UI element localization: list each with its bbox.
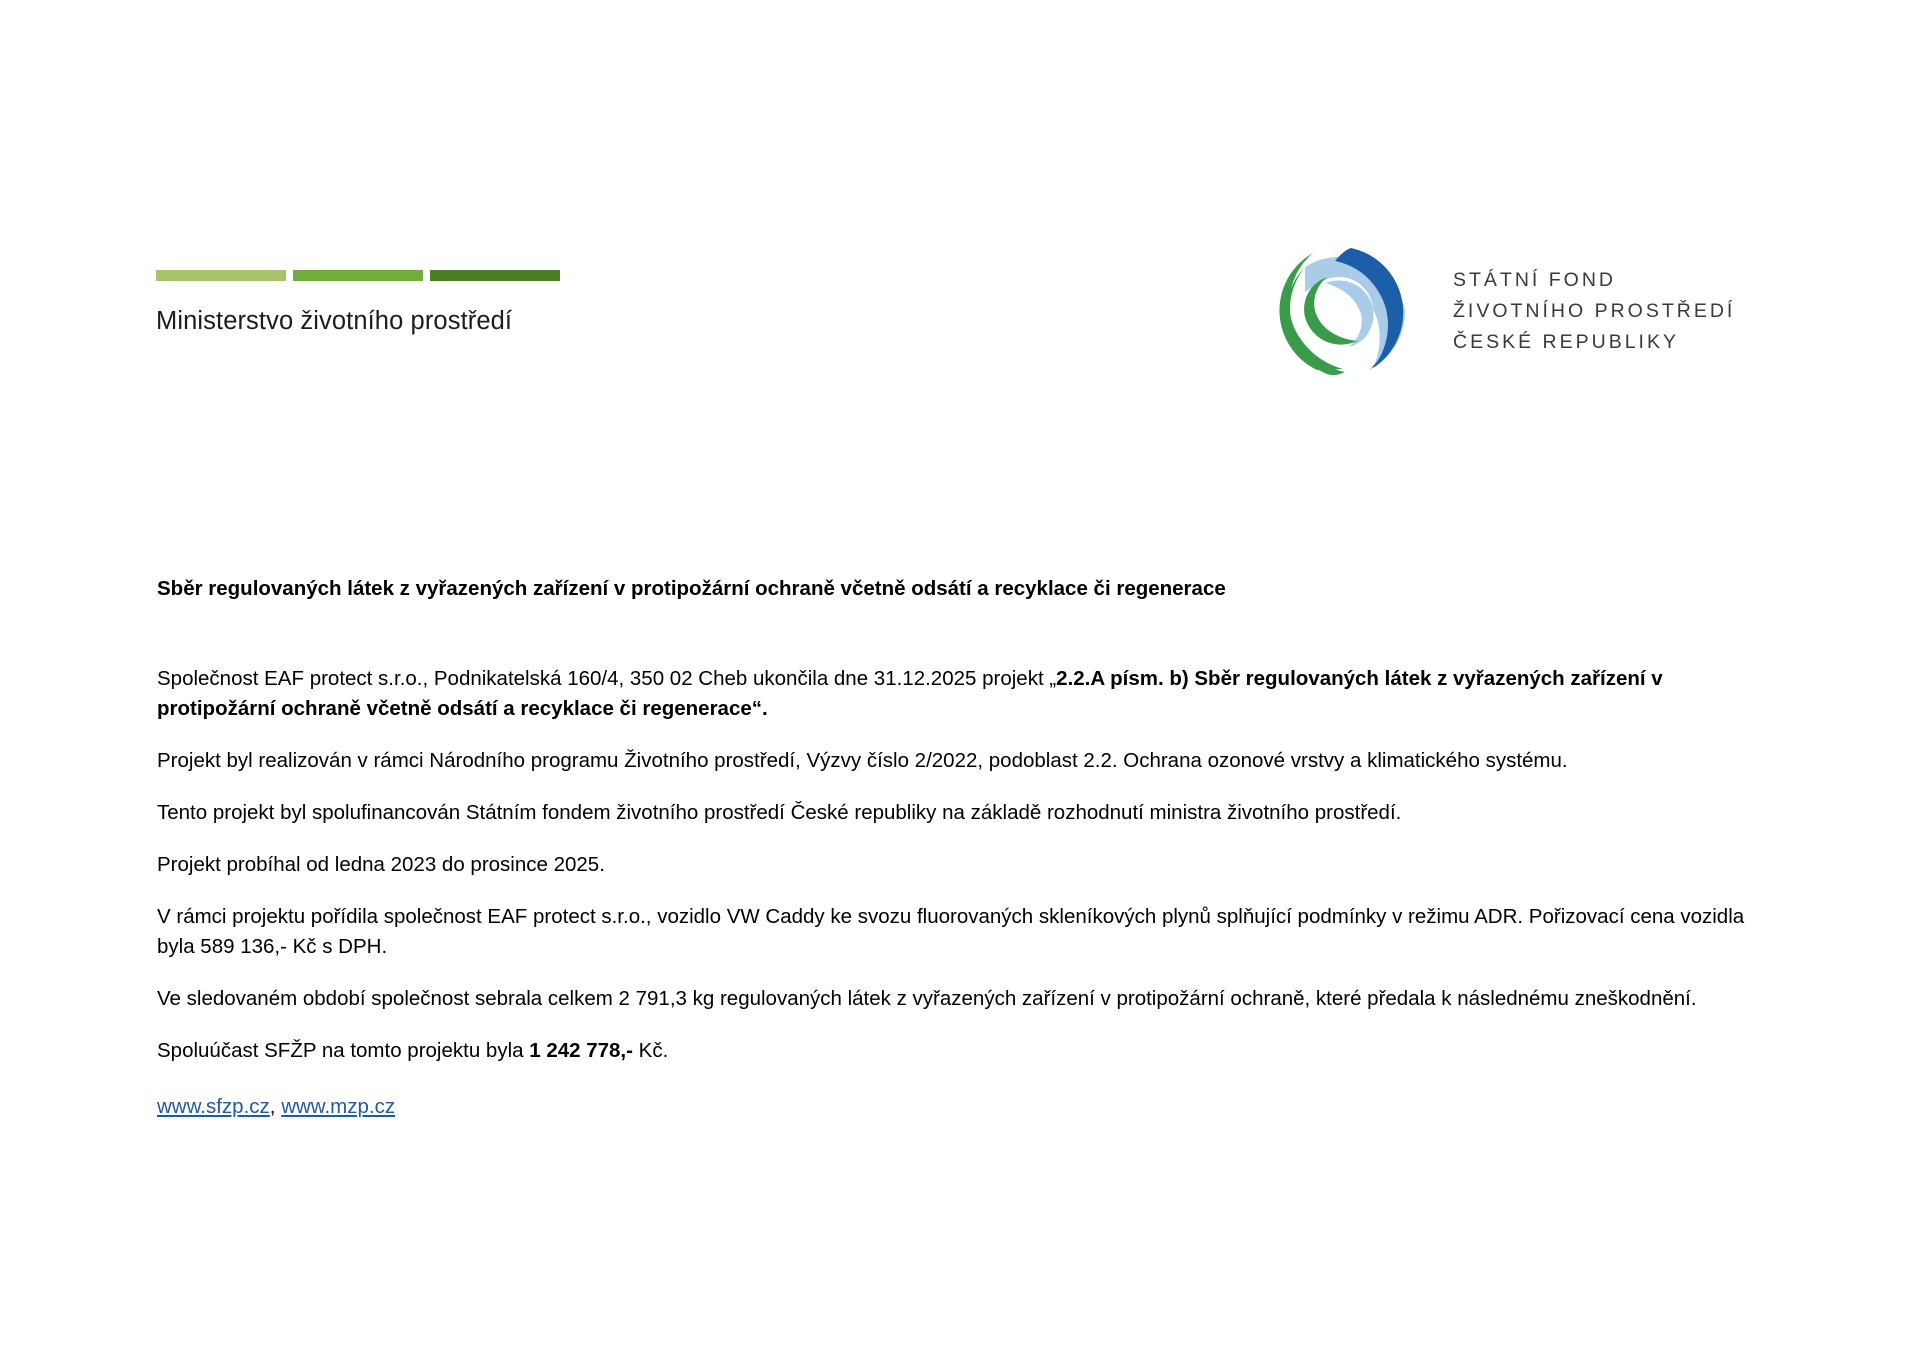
paragraph-duration: Projekt probíhal od ledna 2023 do prosince 2025. xyxy=(157,853,605,876)
paragraph-collected-amount: Ve sledovaném období společnost sebrala celkem 2 791,3 kg regulovaných látek z vyřazených zařízení v protipožární ochraně, které předala k následnému zneškodnění. xyxy=(157,987,1697,1010)
paragraph-7-text: Spoluúčast SFŽP na tomto projektu byla xyxy=(157,1039,530,1062)
link-sfzp[interactable]: www.sfzp.cz xyxy=(157,1095,270,1118)
sfzp-logo xyxy=(1265,237,1735,385)
paragraph-project-completion xyxy=(157,664,1767,724)
sfzp-logo-line-2: ŽIVOTNÍHO PROSTŘEDÍ xyxy=(1453,299,1736,322)
sfzp-logo-text xyxy=(1453,265,1735,358)
footer-links xyxy=(157,1092,1767,1122)
mzp-logo-bars xyxy=(156,270,576,281)
paragraph-7-amount: 1 242 778,- xyxy=(529,1039,633,1062)
paragraph-cofinancing: Tento projekt byl spolufinancován Státním fondem životního prostředí České republiky na základě rozhodnutí ministra životního prostředí. xyxy=(157,801,1402,824)
link-separator: , xyxy=(269,1095,282,1118)
paragraph-1-bold: 2.2.A písm. b) Sběr regulovaných látek z vyřazených zařízení v protipožární ochraně včetně odsátí a recyklace či regenerace“. xyxy=(157,667,1663,720)
mzp-bar-light-green-icon xyxy=(156,270,286,281)
mzp-logo-name: Ministerstvo životního prostředí xyxy=(156,307,513,335)
mzp-bar-green-icon xyxy=(293,270,423,281)
paragraph-1-text: Společnost EAF protect s.r.o., Podnikatelská 160/4, 350 02 Cheb ukončila dne 31.12.2025 projekt „ xyxy=(157,667,1057,690)
document-title: Sběr regulovaných látek z vyřazených zařízení v protipožární ochraně včetně odsátí a recyklace či regenerace xyxy=(157,577,1226,600)
sfzp-logo-line-3: ČESKÉ REPUBLIKY xyxy=(1453,330,1679,353)
sfzp-logo-line-1: STÁTNÍ FOND xyxy=(1453,268,1616,291)
document-body xyxy=(157,575,1767,1143)
paragraph-program: Projekt byl realizován v rámci Národního programu Životního prostředí, Výzvy číslo 2/2022, podoblast 2.2. Ochrana ozonové vrstvy a klimatického systému. xyxy=(157,749,1568,772)
document-header xyxy=(0,0,1919,400)
paragraph-7-suffix: Kč. xyxy=(632,1039,669,1062)
paragraph-vehicle: V rámci projektu pořídila společnost EAF protect s.r.o., vozidlo VW Caddy ke svozu fluorovaných skleníkových plynů splňující podmínky v režimu ADR. Pořizovací cena vozidla byla 589 136,- Kč s DPH. xyxy=(157,905,1745,958)
mzp-logo xyxy=(156,270,576,336)
mzp-bar-dark-green-icon xyxy=(430,270,560,281)
paragraph-contribution xyxy=(157,1036,1767,1066)
link-mzp[interactable]: www.mzp.cz xyxy=(281,1095,396,1118)
sfzp-swirl-icon xyxy=(1265,237,1413,385)
